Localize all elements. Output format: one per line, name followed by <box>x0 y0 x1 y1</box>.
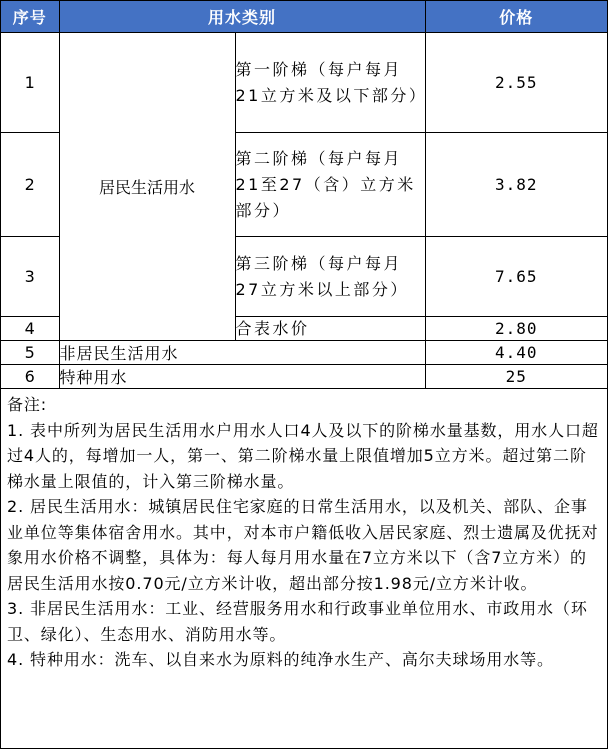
price-value: 7.65 <box>425 237 607 317</box>
category-label: 特种用水 <box>59 365 425 389</box>
header-price: 价格 <box>425 1 607 33</box>
tier-label: 第二阶梯（每户每月21至27（含）立方米部分） <box>235 133 425 237</box>
row-seq: 4 <box>1 317 59 341</box>
notes-title: 备注: <box>7 395 48 414</box>
tier-label: 合表水价 <box>235 317 425 341</box>
category-label: 非居民生活用水 <box>59 341 425 365</box>
notes-section <box>1 389 607 673</box>
note-item: 3. 非居民生活用水：工业、经营服务用水和行政事业单位用水、市政用水（环卫、绿化）、生态用水、消防用水等。 <box>7 599 588 644</box>
header-category: 用水类别 <box>59 1 425 33</box>
price-value: 2.80 <box>425 317 607 341</box>
row-seq: 2 <box>1 133 59 237</box>
price-value: 4.40 <box>425 341 607 365</box>
note-item: 4. 特种用水：洗车、以自来水为原料的纯净水生产、高尔夫球场用水等。 <box>7 650 554 669</box>
tier-label: 第一阶梯（每户每月21立方米及以下部分） <box>235 33 425 133</box>
row-seq: 1 <box>1 33 59 133</box>
row-seq: 5 <box>1 341 59 365</box>
residential-category: 居民生活用水 <box>59 33 235 341</box>
water-price-table <box>1 1 607 389</box>
price-value: 3.82 <box>425 133 607 237</box>
tier-label: 第三阶梯（每户每月27立方米以上部分） <box>235 237 425 317</box>
price-value: 25 <box>425 365 607 389</box>
note-item: 2. 居民生活用水：城镇居民住宅家庭的日常生活用水，以及机关、部队、企事业单位等集体宿舍用水。其中，对本市户籍低收入居民家庭、烈士遗属及优抚对象用水价格不调整，具体为：每人每月用水量在7立方米以下（含7立方米）的居民生活用水按0.70元/立方米计收，超出部分按1.98元/立方米计收。 <box>7 497 599 593</box>
table-row <box>1 365 607 389</box>
table-row <box>1 33 607 133</box>
note-item: 1. 表中所列为居民生活用水户用水人口4人及以下的阶梯水量基数，用水人口超过4人的，每增加一人，第一、第二阶梯水量上限值增加5立方米。超过第二阶梯水量上限值的，计入第三阶梯水量。 <box>7 420 599 491</box>
row-seq: 3 <box>1 237 59 317</box>
header-seq: 序号 <box>1 1 59 33</box>
header-row <box>1 1 607 33</box>
row-seq: 6 <box>1 365 59 389</box>
table-row <box>1 341 607 365</box>
price-value: 2.55 <box>425 33 607 133</box>
